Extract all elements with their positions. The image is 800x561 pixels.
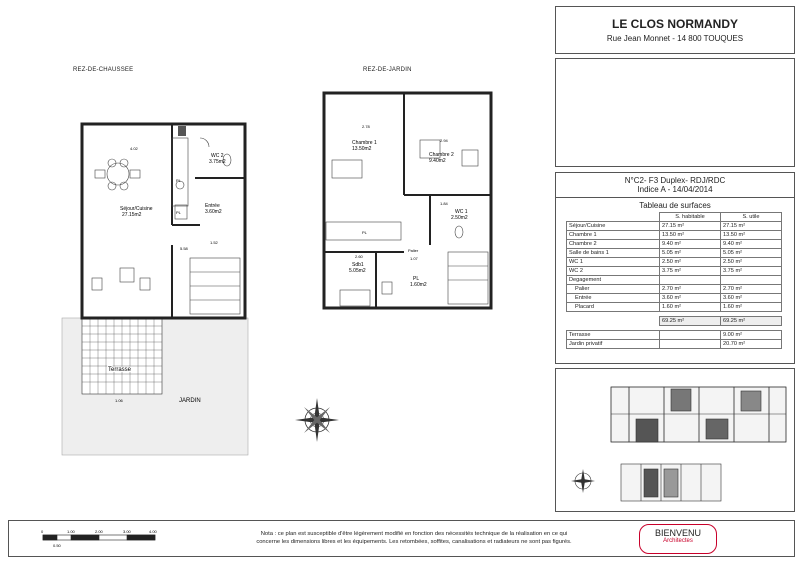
row-label: WC 2 bbox=[567, 267, 660, 276]
row-hab: 1.60 m² bbox=[660, 303, 721, 312]
room-name: WC 1 bbox=[455, 209, 468, 215]
room-area: 3.60m2 bbox=[205, 209, 222, 215]
scale-tick: 0.50 bbox=[53, 543, 61, 548]
terrace-label: Terrasse bbox=[108, 367, 132, 373]
row-util: 2.50 m² bbox=[721, 258, 782, 267]
extra-util: 20.70 m² bbox=[721, 340, 782, 349]
site-plan-drawing bbox=[556, 369, 794, 511]
extra-row bbox=[567, 331, 782, 340]
row-label: WC 1 bbox=[567, 258, 660, 267]
table-row bbox=[567, 303, 782, 312]
row-util: 3.60 m² bbox=[721, 294, 782, 303]
room-area: 5.05m2 bbox=[349, 268, 366, 274]
row-util: 13.50 m² bbox=[721, 231, 782, 240]
mini-compass-icon bbox=[571, 469, 595, 493]
room-name: Séjour/Cuisine bbox=[120, 206, 153, 212]
row-label: Séjour/Cuisine bbox=[567, 222, 660, 231]
blank-panel bbox=[555, 58, 795, 167]
scale-bar bbox=[37, 527, 177, 551]
row-hab: 5.05 m² bbox=[660, 249, 721, 258]
pl-tag: PL bbox=[176, 210, 181, 215]
row-util: 9.40 m² bbox=[721, 240, 782, 249]
lot-name: N°C2- F3 Duplex- RDJ/RDC bbox=[624, 176, 726, 185]
room-area: 2.50m2 bbox=[451, 215, 468, 221]
dim-label: 1.06 bbox=[115, 398, 123, 403]
table-row bbox=[567, 276, 782, 285]
dim-label: 1.07 bbox=[410, 256, 418, 261]
room-area: 27.15m2 bbox=[122, 212, 142, 218]
ground-floor-label: REZ-DE-CHAUSSEE bbox=[73, 67, 134, 73]
row-label: Palier bbox=[567, 285, 660, 294]
row-hab: 3.60 m² bbox=[660, 294, 721, 303]
total-hab: 69.25 m² bbox=[660, 317, 721, 326]
table-row bbox=[567, 294, 782, 303]
room-name: WC 2 bbox=[211, 153, 224, 159]
surfaces-title: Tableau de surfaces bbox=[639, 201, 711, 210]
col-habitable: S. habitable bbox=[660, 213, 721, 222]
project-header bbox=[555, 6, 795, 54]
room-area: 13.50m2 bbox=[352, 146, 372, 152]
pl-tag: PL bbox=[176, 178, 181, 183]
row-label: Chambre 1 bbox=[567, 231, 660, 240]
extra-util: 9.00 m² bbox=[721, 331, 782, 340]
table-row bbox=[567, 240, 782, 249]
row-label: Chambre 2 bbox=[567, 240, 660, 249]
note-line-1: Nota : ce plan est susceptible d'être légèrement modifié en fonction des nécessités technique de la réalisation en ce qui bbox=[260, 531, 568, 537]
compass-rose-icon bbox=[295, 398, 339, 442]
room-area: 9.40m2 bbox=[429, 158, 446, 164]
project-address: Rue Jean Monnet - 14 800 TOUQUES bbox=[606, 34, 744, 43]
table-row bbox=[567, 222, 782, 231]
row-util: 1.60 m² bbox=[721, 303, 782, 312]
row-util: 2.70 m² bbox=[721, 285, 782, 294]
room-area: 3.75m2 bbox=[209, 159, 226, 165]
total-util: 69.25 m² bbox=[721, 317, 782, 326]
table-row bbox=[567, 267, 782, 276]
garden-label: JARDIN bbox=[179, 398, 201, 404]
room-area: 1.60m2 bbox=[410, 282, 427, 288]
row-hab: 9.40 m² bbox=[660, 240, 721, 249]
row-hab: 3.75 m² bbox=[660, 267, 721, 276]
row-label: Placard bbox=[567, 303, 660, 312]
note-line-2: concerne les dimensions libres et les équipements. Les retombées, soffites, canalisations et radiateurs ne sont pas figurés. bbox=[256, 539, 572, 545]
room-name: Sdb1 bbox=[352, 262, 364, 268]
dim-label: 5.58 bbox=[180, 246, 188, 251]
row-hab: 2.70 m² bbox=[660, 285, 721, 294]
architect-logo bbox=[639, 524, 717, 554]
dim-label: 1.52 bbox=[210, 240, 218, 245]
row-util: 3.75 m² bbox=[721, 267, 782, 276]
row-hab: 13.50 m² bbox=[660, 231, 721, 240]
table-row bbox=[567, 285, 782, 294]
row-util: 5.05 m² bbox=[721, 249, 782, 258]
scale-tick: 1.00 bbox=[67, 529, 75, 534]
site-plan-panel bbox=[555, 368, 795, 512]
table-row bbox=[567, 249, 782, 258]
scale-tick: 0 bbox=[41, 529, 44, 534]
project-title: LE CLOS NORMANDY bbox=[612, 17, 738, 31]
row-hab: 27.15 m² bbox=[660, 222, 721, 231]
room-name: Palier bbox=[408, 248, 419, 253]
total-row bbox=[567, 317, 782, 326]
ground-floor-plan bbox=[82, 124, 245, 318]
kitchen-appliance bbox=[178, 126, 186, 136]
table-header-row bbox=[567, 213, 782, 222]
architect-name: BIENVENU bbox=[654, 528, 701, 538]
room-name: PL bbox=[413, 276, 420, 282]
table-row bbox=[567, 231, 782, 240]
row-util: 27.15 m² bbox=[721, 222, 782, 231]
pl-tag: PL bbox=[362, 230, 367, 235]
dim-label: 2.60 bbox=[355, 254, 363, 259]
row-util bbox=[721, 276, 782, 285]
row-label: Degagement bbox=[567, 276, 660, 285]
room-name: Entrée bbox=[205, 203, 220, 209]
row-label: Salle de bains 1 bbox=[567, 249, 660, 258]
surfaces-table bbox=[566, 212, 782, 349]
scale-tick: 2.00 bbox=[95, 529, 103, 534]
row-label: Entrée bbox=[567, 294, 660, 303]
garden-floor-plan bbox=[324, 93, 491, 308]
dim-label: 1.84 bbox=[440, 201, 448, 206]
row-hab bbox=[660, 276, 721, 285]
dim-label: 2.78 bbox=[362, 124, 370, 129]
lot-panel bbox=[555, 172, 795, 364]
footer-panel bbox=[8, 520, 795, 557]
garden-floor-label: REZ-DE-JARDIN bbox=[363, 67, 412, 73]
room-name: Chambre 1 bbox=[352, 140, 377, 146]
lot-index: Indice A - 14/04/2014 bbox=[637, 185, 713, 194]
room-name: Chambre 2 bbox=[429, 152, 454, 158]
table-row bbox=[567, 258, 782, 267]
scale-tick: 4.00 bbox=[149, 529, 157, 534]
extra-label: Jardin privatif bbox=[567, 340, 660, 349]
row-hab: 2.50 m² bbox=[660, 258, 721, 267]
dim-label: 2.94 bbox=[440, 138, 448, 143]
extra-row bbox=[567, 340, 782, 349]
garden-area bbox=[62, 318, 248, 455]
dim-label: 4.02 bbox=[130, 146, 138, 151]
extra-label: Terrasse bbox=[567, 331, 660, 340]
scale-tick: 3.00 bbox=[123, 529, 131, 534]
architect-sub: Architectes bbox=[663, 538, 693, 544]
disclaimer-note bbox=[199, 530, 629, 546]
col-utile: S. utile bbox=[721, 213, 782, 222]
